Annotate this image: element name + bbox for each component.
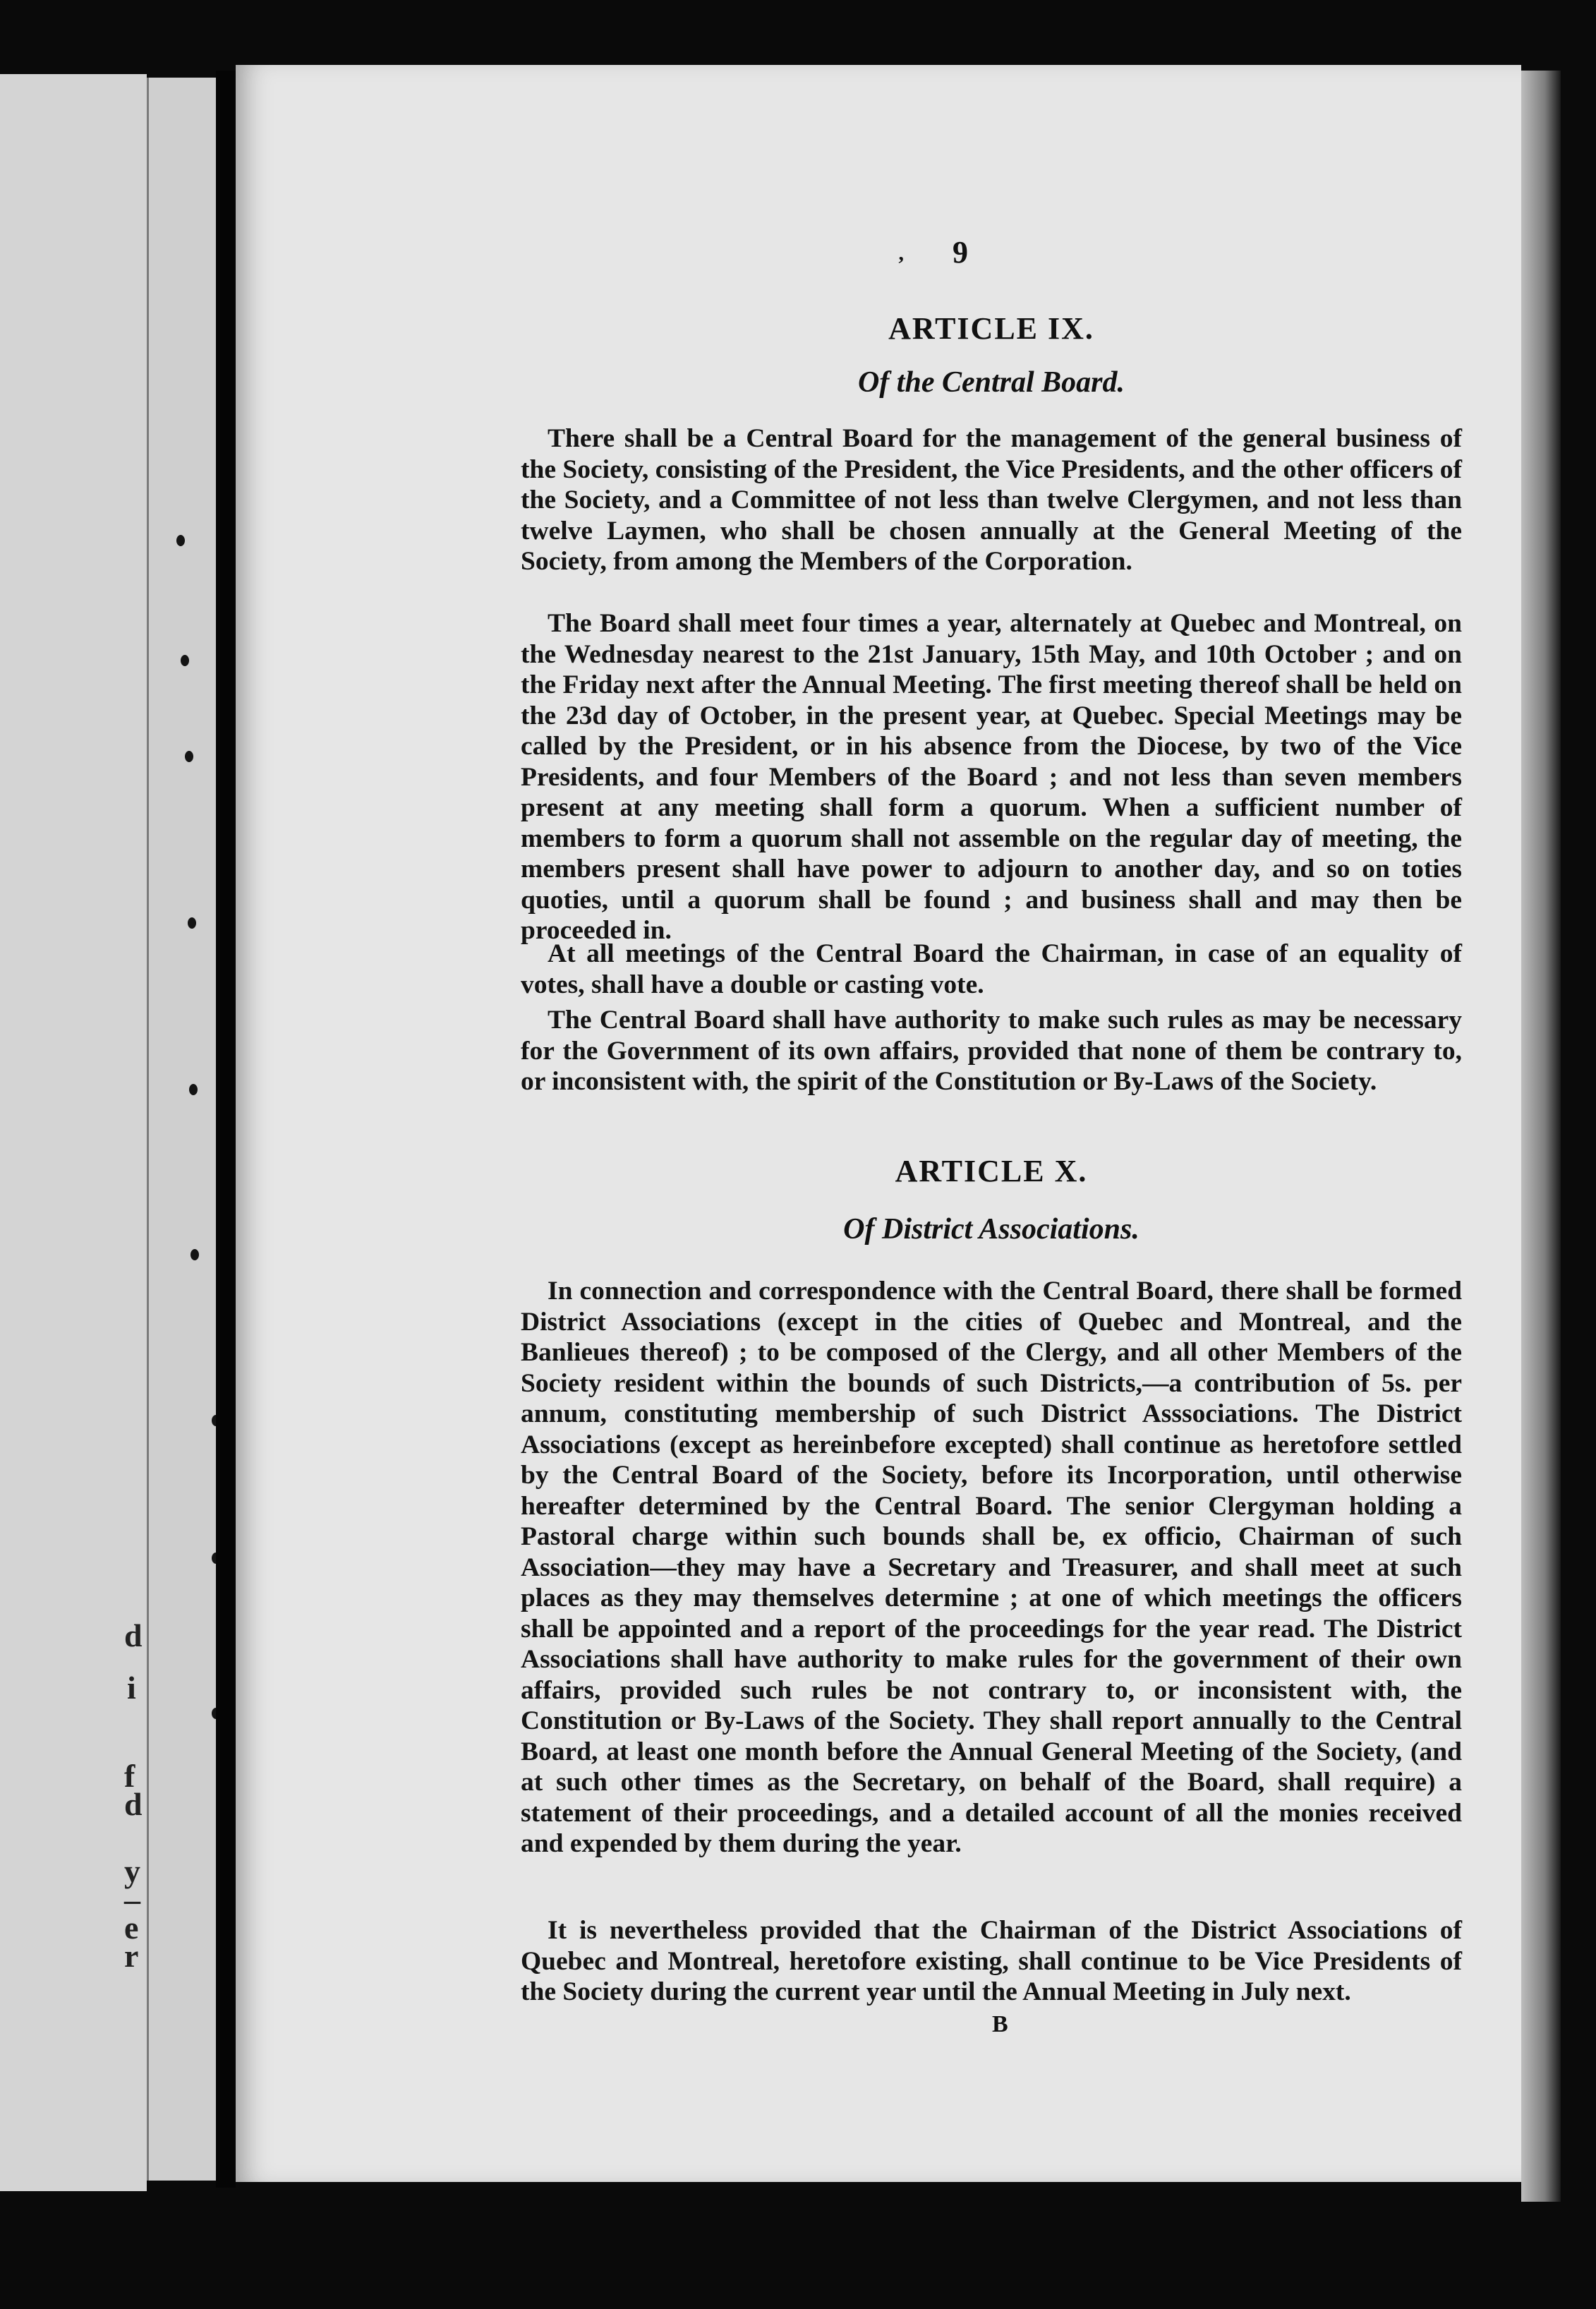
facing-page <box>0 74 147 2191</box>
article-ix-paragraph: The Board shall meet four times a year, alternately at Quebec and Montreal, on the Wednesday nearest to the 21st January, 15th May, and 10th October ; and on the Friday next after the Annual Meeting. The first meeting thereof shall be held on the 23d day of October, in the present year, at Quebec. Special Meetings may be called by the President, or in his absence from the Diocese, by two of the Vice Presidents, and four Members of the Board ; and not less than seven members present at any meeting shall form a quorum. When a sufficient number of members to form a quorum shall not assemble on the regular day of meeting, the members present shall have power to adjourn to another day, and so on toties quoties, until a quorum shall be found ; and business shall and may then be proceeded in. <box>521 609 1462 945</box>
facing-page-fragment: i <box>127 1670 136 1706</box>
binding-hole-mark <box>181 655 189 666</box>
article-x-paragraph: It is nevertheless provided that the Chairman of the District Associations of Quebec and Montreal, heretofore existing, shall continue to be Vice Presidents of the Society during the current year until the Annual Meeting in July next. <box>521 1916 1462 2006</box>
printer-mark: ʼ <box>897 253 905 276</box>
binding-hole-mark <box>176 535 185 546</box>
page-edge <box>1521 71 1561 2202</box>
page-leaf <box>147 78 218 2181</box>
facing-page-fragment: d <box>124 1786 143 1822</box>
facing-page-fragment: y <box>124 1853 140 1889</box>
article-x-subtitle: Of District Associations. <box>843 1213 1139 1246</box>
binding-hole-mark <box>189 1084 198 1095</box>
facing-page-fragment: r <box>124 1938 139 1974</box>
article-ix-title: ARTICLE IX. <box>888 311 1094 346</box>
facing-page-fragment: e <box>124 1910 139 1946</box>
facing-page-fragment: – <box>124 1881 140 1917</box>
article-ix-paragraph: There shall be a Central Board for the management of the general business of the Society, consisting of the President, the Vice Presidents, and the other officers of the Society, and a Committee of not less than twelve Clergymen, and not less than twelve Laymen, who shall be chosen annually at the General Meeting of the Society, from among the Members of the Corporation. <box>521 424 1462 576</box>
book-spine <box>216 71 236 2188</box>
facing-page-fragment: f <box>124 1758 135 1794</box>
article-x-title: ARTICLE X. <box>895 1154 1088 1188</box>
article-x-paragraph: In connection and correspondence with the Central Board, there shall be formed District Associations (except in the cities of Quebec and Montreal, and the Banlieues thereof) ; to be composed of the Clergy, and all other Members of the Society resident within the bounds of such Districts,—a contribution of 5s. per annum, constituting membership of such District Asssociations. The District Associations (except as hereinbefore excepted) shall continue as heretofore settled by the Central Board of the Society, before its Incorporation, until otherwise hereafter determined by the Central Board. The senior Clergyman holding a Pastoral charge within such bounds shall be, ex officio, Chairman of such Association—they may have a Secretary and Treasurer, and shall meet at such places as they may themselves determine ; at one of which meetings the officers shall be appointed and a report of the proceedings for the year read. The District Associations shall have authority to make rules for the government of their own affairs, provided such rules be not contrary to, or inconsistent with, the Constitution or By-Laws of the Society. They shall report annually to the Central Board, at least one month before the Annual General Meeting of the Society, (and at such other times as the Secretary, on behalf of the Board, shall require) a statement of their proceedings, and a detailed account of all the monies received and expended by them during the year. <box>521 1277 1462 1858</box>
binding-hole-mark <box>185 751 193 762</box>
binding-hole-mark <box>191 1249 199 1260</box>
signature-mark: B <box>992 2011 1008 2037</box>
article-ix-paragraph: At all meetings of the Central Board the Chairman, in case of an equality of votes, shall have a double or casting vote. <box>521 939 1462 999</box>
binding-hole-mark <box>188 917 196 929</box>
article-ix-subtitle: Of the Central Board. <box>857 366 1125 399</box>
article-ix-paragraph: The Central Board shall have authority to make such rules as may be necessary for the Government of its own affairs, provided that none of them be contrary to, or inconsistent with, the spirit of the Constitution or By-Laws of the Society. <box>521 1006 1462 1096</box>
page-number: 9 <box>953 235 968 270</box>
facing-page-fragment: d <box>124 1617 143 1653</box>
